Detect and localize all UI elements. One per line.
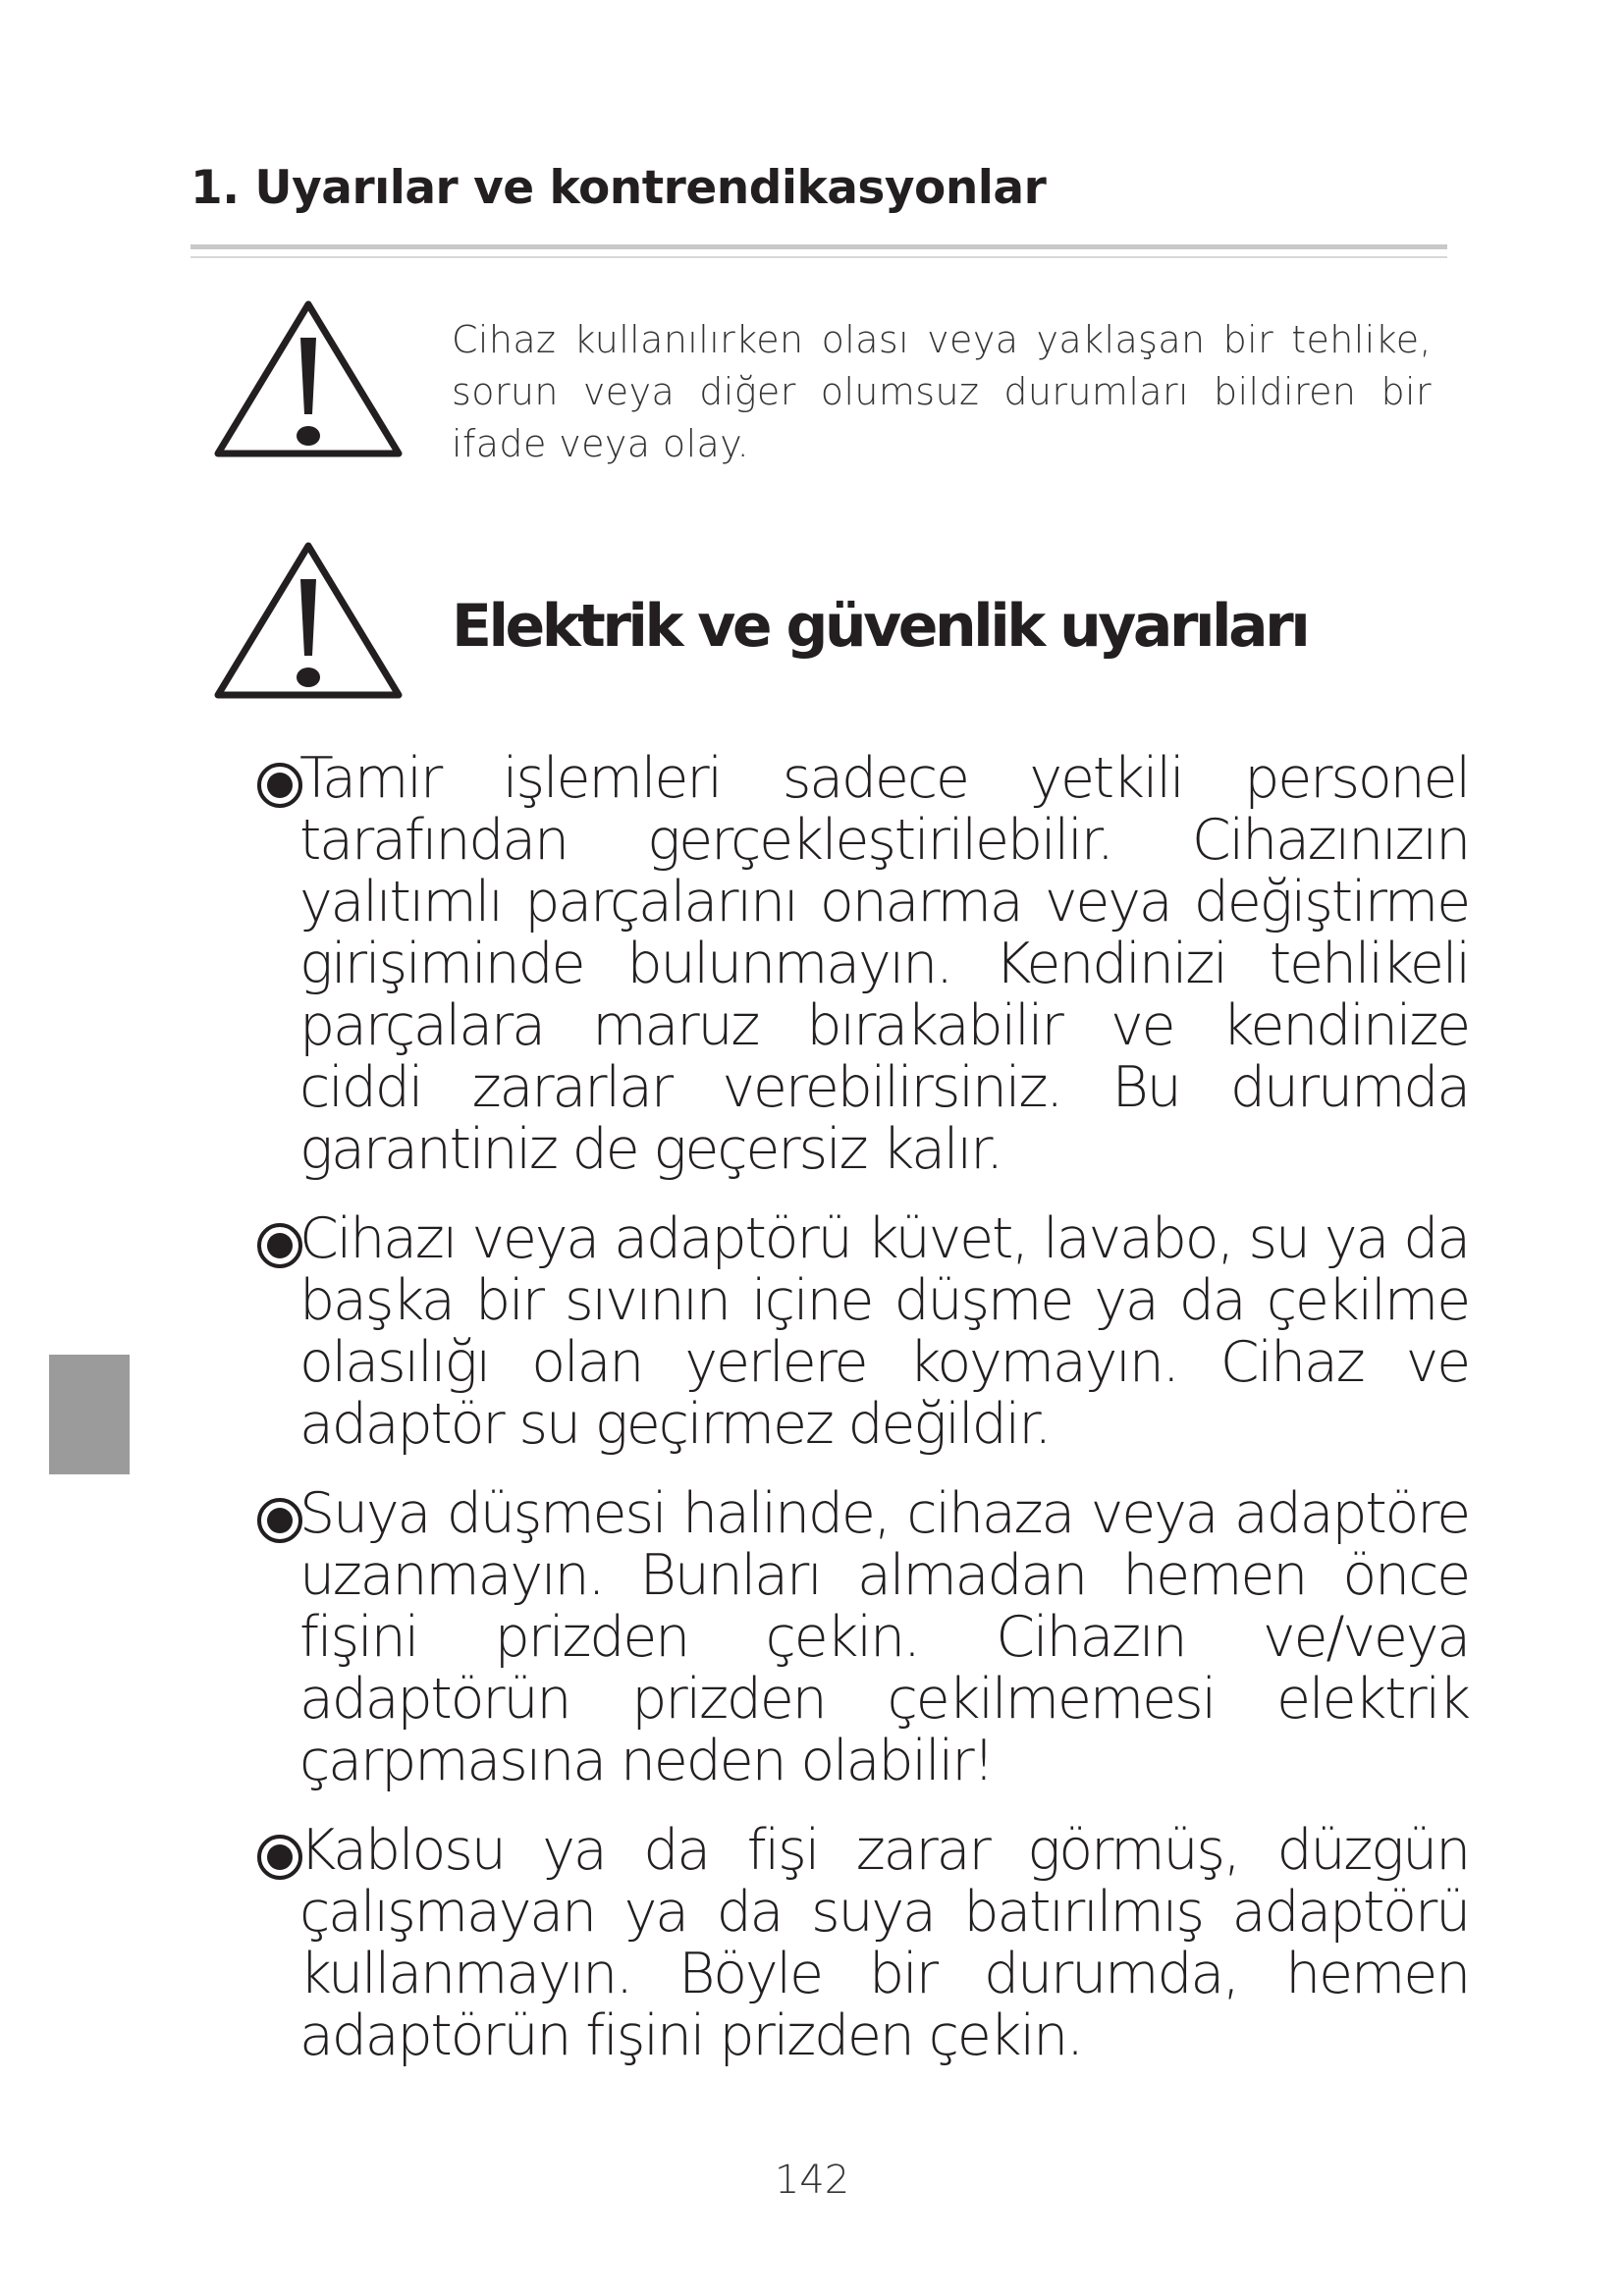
list-item: [255, 748, 1469, 1181]
page-number: 142: [774, 2158, 850, 2203]
bullet-text: Suya düşmesi halinde, cihaza veya adaptöre uzanmayın. Bunları almadan hemen önce fişini prizden çekin. Cihazın ve/veya adaptörün prizden çekilmemesi elektrik çarpmasına neden olabilir!: [299, 1481, 1469, 1793]
warning-triangle-icon: [210, 538, 406, 705]
title-divider: [190, 244, 1447, 258]
warning-definition-text: Cihaz kullanılırken olası veya yaklaşan bir tehlike, sorun veya diğer olumsuz durumları bildiren bir ifade veya olay.: [452, 318, 1432, 465]
bullet-text: Cihazı veya adaptörü küvet, lavabo, su ya da başka bir sıvının içine düşme ya da çekilme olasılığı olan yerlere koymayın. Cihaz ve adaptör su geçirmez değildir.: [299, 1206, 1469, 1457]
list-item: [255, 1208, 1469, 1456]
bullet-circle-icon: [255, 1221, 304, 1270]
list-item: [255, 1820, 1469, 2067]
bullet-text: Kablosu ya da fişi zarar görmüş, düzgün çalışmayan ya da suya batırılmış adaptörü kullanmayın. Böyle bir durumda, hemen adaptörün fişini prizden çekin.: [299, 1818, 1469, 2068]
chapter-side-tab: [49, 1355, 130, 1474]
bullet-circle-icon: [255, 1833, 304, 1882]
bullet-circle-icon: [255, 761, 304, 810]
list-item: [255, 1483, 1469, 1792]
bullet-circle-icon: [255, 1496, 304, 1545]
electrical-safety-heading: Elektrik ve güvenlik uyarıları: [452, 592, 1308, 661]
safety-warning-list: [255, 748, 1469, 2095]
bullet-text: Tamir işlemleri sadece yetkili personel tarafından gerçekleştirilebilir. Cihazınızın yalıtımlı parçalarını onarma veya değiştirme girişiminde bulunmayın. Kendinizi tehlikeli parçalara maruz bırakabilir ve kendinize ciddi zararlar verebilirsiniz. Bu durumda garantiniz de geçersiz kalır.: [299, 746, 1469, 1182]
section-title: 1. Uyarılar ve kontrendikasyonlar: [190, 161, 1047, 215]
warning-triangle-icon: [210, 296, 406, 463]
